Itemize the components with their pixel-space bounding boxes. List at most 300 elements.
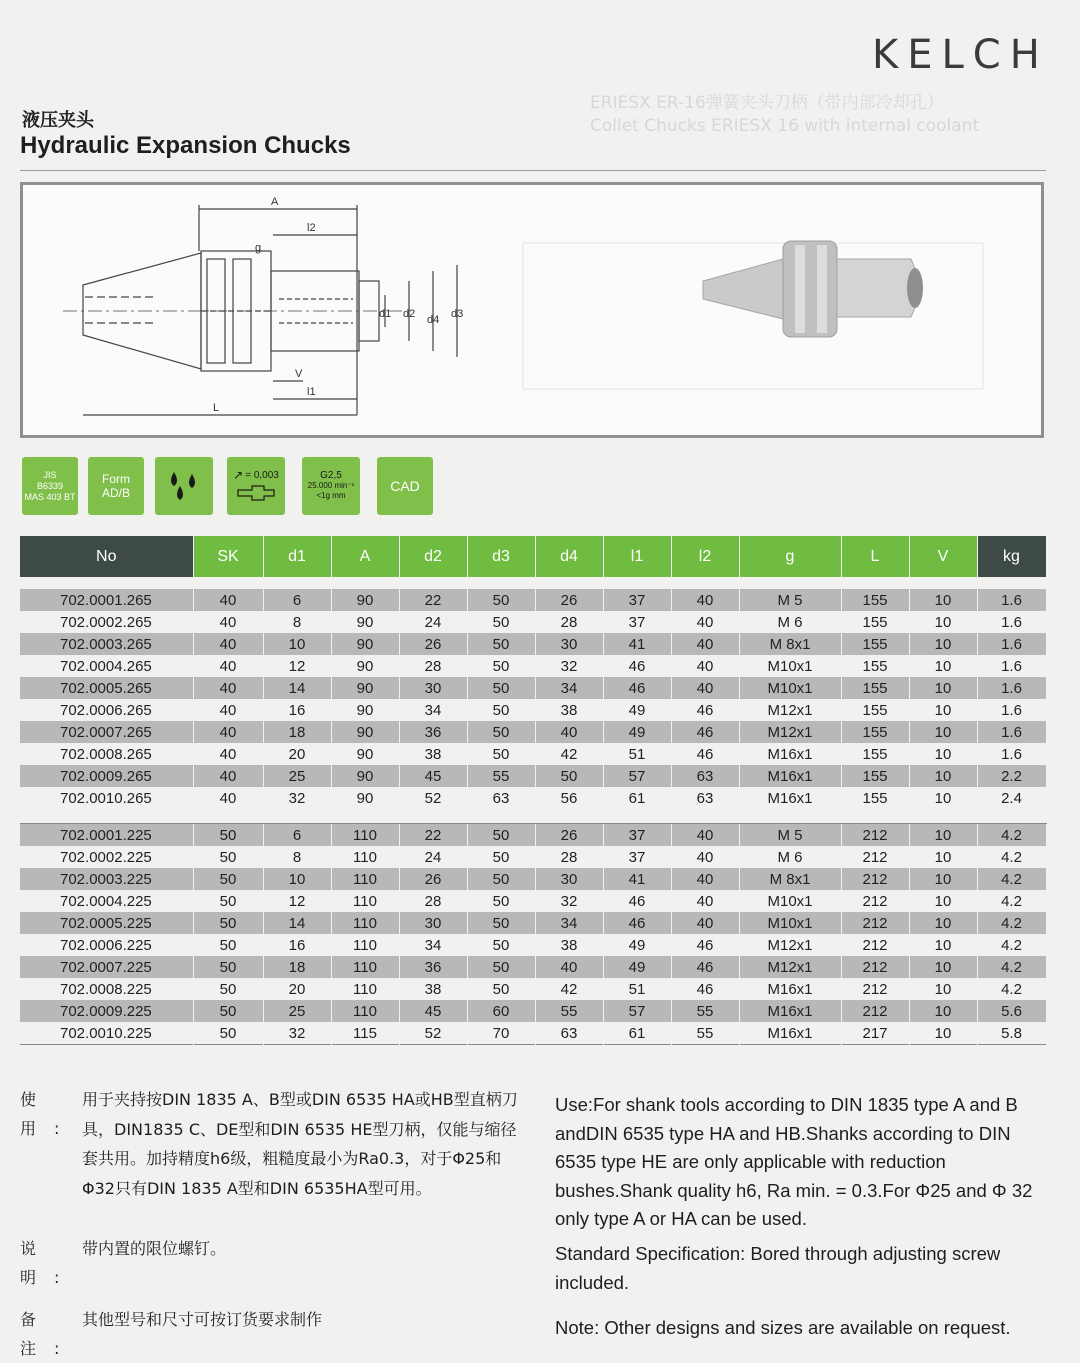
icon-text: CAD [390,478,420,494]
table-cell: 50 [467,912,535,934]
table-cell: 46 [671,721,739,743]
table-cell: 10 [909,824,977,847]
table-cell: 56 [535,787,603,809]
table-cell: 90 [331,589,399,611]
table-cell: 110 [331,868,399,890]
dim-label: d3 [451,308,464,320]
table-cell: 20 [263,978,331,1000]
table-cell: 90 [331,655,399,677]
table-cell: 1.6 [977,743,1046,765]
table-cell: 4.2 [977,956,1046,978]
table-cell: 49 [603,721,671,743]
article-number-cell: 702.0008.265 [20,743,193,765]
table-cell: 70 [467,1022,535,1045]
table-row [20,934,1046,956]
table-cell: 212 [841,890,909,912]
page-title-cn: 液压夹头 [22,110,94,131]
table-cell: 32 [263,1022,331,1045]
table-cell: 32 [535,890,603,912]
table-cell: 90 [331,743,399,765]
table-cell: 10 [909,956,977,978]
table-cell: 50 [467,589,535,611]
table-row [20,633,1046,655]
table-cell: M 5 [739,589,841,611]
table-cell: 22 [399,589,467,611]
icon-text: 25.000 min⁻¹ [307,481,355,490]
table-cell: 10 [909,611,977,633]
row-spacer [20,809,1046,824]
table-cell: 155 [841,743,909,765]
table-cell: 5.6 [977,1000,1046,1022]
table-row [20,1022,1046,1045]
kelch-logo: KELCH [872,32,1049,78]
article-number-cell: 702.0008.225 [20,978,193,1000]
table-cell: 50 [467,956,535,978]
table-cell: 34 [399,699,467,721]
table-cell: 110 [331,824,399,847]
table-cell: 10 [909,890,977,912]
table-cell: 46 [603,677,671,699]
table-cell: 10 [909,721,977,743]
table-cell: 28 [399,890,467,912]
table-cell: 1.6 [977,699,1046,721]
table-cell: 90 [331,787,399,809]
table-cell: M16x1 [739,765,841,787]
table-cell: M 6 [739,611,841,633]
table-row [20,846,1046,868]
table-cell: 42 [535,978,603,1000]
note-label: 备 注: [20,1310,89,1358]
table-cell: 155 [841,699,909,721]
table-cell: 110 [331,1000,399,1022]
table-cell: M 5 [739,824,841,847]
table-cell: M 8x1 [739,868,841,890]
table-cell: 217 [841,1022,909,1045]
table-cell: 50 [467,868,535,890]
table-cell: 50 [193,868,263,890]
column-header: d3 [467,536,535,577]
table-cell: 50 [467,677,535,699]
spec-table [20,536,1047,1045]
icon-text: B6339 [36,480,64,491]
table-cell: 20 [263,743,331,765]
dim-label: d2 [403,308,416,320]
table-cell: 40 [193,699,263,721]
table-cell: 30 [535,868,603,890]
table-cell: 49 [603,934,671,956]
table-cell: 10 [263,633,331,655]
column-header: l2 [671,536,739,577]
note-remark-cn: 其他型号和尺寸可按订货要求制作 [82,1310,323,1329]
table-row [20,787,1046,809]
balance-icon [302,457,360,515]
table-cell: 1.6 [977,655,1046,677]
table-cell: 24 [399,846,467,868]
table-cell: 212 [841,978,909,1000]
table-cell: 12 [263,655,331,677]
table-cell: 50 [467,824,535,847]
table-cell: 50 [193,934,263,956]
table-row [20,912,1046,934]
table-cell: 1.6 [977,633,1046,655]
table-row [20,868,1046,890]
table-cell: 55 [671,1022,739,1045]
table-cell: 50 [467,655,535,677]
table-cell: 38 [535,699,603,721]
table-cell: 50 [193,978,263,1000]
article-number-cell: 702.0002.225 [20,846,193,868]
table-cell: 37 [603,846,671,868]
spacer-cell [20,809,1046,824]
row-spacer [20,1045,1046,1046]
table-cell: 52 [399,1022,467,1045]
table-cell: M10x1 [739,890,841,912]
column-header: g [739,536,841,577]
table-cell: 10 [909,743,977,765]
note-label: 使 用: [20,1090,89,1138]
table-cell: 36 [399,721,467,743]
table-cell: 40 [193,721,263,743]
table-cell: 37 [603,824,671,847]
table-body [20,577,1046,1045]
table-cell: 18 [263,721,331,743]
column-header: d4 [535,536,603,577]
ghost-text-line: Collet Chucks ERIESX 16 with internal coolant [590,116,980,136]
page-title-en: Hydraulic Expansion Chucks [20,132,351,159]
table-cell: 55 [535,1000,603,1022]
table-cell: M 8x1 [739,633,841,655]
table-cell: 46 [603,655,671,677]
article-number-cell: 702.0004.265 [20,655,193,677]
icon-text: MAS 403 BT [24,491,76,502]
table-cell: 212 [841,934,909,956]
table-cell: 50 [193,890,263,912]
table-row [20,699,1046,721]
table-cell: 24 [399,611,467,633]
shank-symbol-icon [234,482,278,504]
table-cell: 63 [671,787,739,809]
table-cell: 41 [603,633,671,655]
table-cell: 30 [399,677,467,699]
table-cell: 16 [263,699,331,721]
table-cell: 51 [603,743,671,765]
table-cell: 42 [535,743,603,765]
note-label-spec [20,1234,89,1292]
table-cell: 4.2 [977,868,1046,890]
table-row [20,890,1046,912]
icon-text: AD/B [101,486,130,500]
table-cell: M12x1 [739,721,841,743]
table-cell: M10x1 [739,677,841,699]
table-cell: 40 [671,633,739,655]
table-cell: 63 [467,787,535,809]
article-number-cell: 702.0003.225 [20,868,193,890]
table-cell: 26 [399,633,467,655]
icon-text: = 0,003 [245,469,279,481]
table-cell: M16x1 [739,1022,841,1045]
table-row [20,978,1046,1000]
table-cell: 110 [331,912,399,934]
table-cell: 10 [909,846,977,868]
table-cell: 10 [909,765,977,787]
table-cell: 10 [909,655,977,677]
table-cell: 28 [399,655,467,677]
table-cell: 63 [671,765,739,787]
table-cell: 50 [467,934,535,956]
article-number-cell: 702.0007.265 [20,721,193,743]
article-number-cell: 702.0001.225 [20,824,193,847]
table-cell: 1.6 [977,677,1046,699]
table-cell: 50 [467,633,535,655]
table-cell: 40 [193,677,263,699]
table-cell: M12x1 [739,699,841,721]
table-cell: 110 [331,890,399,912]
table-cell: 50 [467,611,535,633]
table-cell: 40 [535,956,603,978]
table-cell: M10x1 [739,655,841,677]
article-number-cell: 702.0004.225 [20,890,193,912]
article-number-cell: 702.0007.225 [20,956,193,978]
table-cell: 26 [399,868,467,890]
article-number-cell: 702.0010.265 [20,787,193,809]
table-cell: 22 [399,824,467,847]
table-cell: 63 [535,1022,603,1045]
jis-standard-icon [22,457,78,515]
table-cell: 40 [671,868,739,890]
table-cell: 10 [909,699,977,721]
table-cell: 50 [193,912,263,934]
ghost-text-line: ERIESX ER-16弹簧夹头刀柄（带内部冷却孔） [590,93,944,113]
table-cell: 155 [841,655,909,677]
table-cell: 55 [671,1000,739,1022]
table-cell: 110 [331,934,399,956]
table-cell: 110 [331,846,399,868]
table-cell: 155 [841,765,909,787]
table-cell: 61 [603,787,671,809]
table-cell: M16x1 [739,787,841,809]
table-cell: 10 [909,1022,977,1045]
table-cell: 1.6 [977,721,1046,743]
table-cell: M12x1 [739,934,841,956]
spacer-cell [20,1045,1046,1046]
table-cell: 12 [263,890,331,912]
table-cell: 50 [535,765,603,787]
table-cell: 4.2 [977,846,1046,868]
table-cell: 90 [331,611,399,633]
table-cell: 2.2 [977,765,1046,787]
column-header: V [909,536,977,577]
table-cell: 57 [603,1000,671,1022]
chuck-product-image [523,241,983,389]
table-cell: 46 [671,956,739,978]
table-row [20,611,1046,633]
table-cell: 38 [535,934,603,956]
table-cell: 40 [193,633,263,655]
table-cell: 90 [331,699,399,721]
table-cell: 50 [467,721,535,743]
table-cell: 55 [467,765,535,787]
article-number-cell: 702.0010.225 [20,1022,193,1045]
table-cell: M16x1 [739,743,841,765]
table-cell: 10 [263,868,331,890]
table-cell: 40 [671,589,739,611]
table-cell: 46 [603,890,671,912]
table-cell: 40 [193,611,263,633]
table-cell: 36 [399,956,467,978]
table-cell: 40 [671,611,739,633]
table-cell: 30 [535,633,603,655]
dim-label: g [255,242,262,254]
column-header: No [20,536,193,577]
article-number-cell: 702.0006.225 [20,934,193,956]
note-use-cn: 用于夹持按DIN 1835 A、B型或DIN 6535 HA或HB型直柄刀具，DIN1835 C、DE型和DIN 6535 HE型刀柄，仅能与缩径套共用。加持精度h6级，粗糙度最小为Ra0.3，对于Φ25和Φ32只有DIN 1835 A型和DIN 6535HA型可用。 [82,1090,518,1198]
table-cell: 38 [399,978,467,1000]
table-cell: 28 [535,611,603,633]
table-cell: 155 [841,589,909,611]
table-cell: 14 [263,677,331,699]
table-cell: 32 [535,655,603,677]
table-cell: 40 [193,787,263,809]
table-cell: 8 [263,846,331,868]
table-cell: 212 [841,846,909,868]
table-cell: 50 [193,956,263,978]
table-cell: 10 [909,677,977,699]
table-cell: M16x1 [739,978,841,1000]
article-number-cell: 702.0009.265 [20,765,193,787]
table-cell: 60 [467,1000,535,1022]
table-cell: 61 [603,1022,671,1045]
table-cell: 8 [263,611,331,633]
table-cell: 16 [263,934,331,956]
table-row [20,743,1046,765]
table-cell: 40 [671,846,739,868]
table-cell: 212 [841,956,909,978]
dim-label: L [213,402,220,414]
table-cell: 1.6 [977,589,1046,611]
table-cell: 50 [193,824,263,847]
form-icon [88,457,144,515]
table-cell: 10 [909,868,977,890]
column-header: d2 [399,536,467,577]
table-cell: M10x1 [739,912,841,934]
icon-text: JIS [43,469,57,480]
table-cell: 212 [841,868,909,890]
table-row [20,956,1046,978]
table-cell: 4.2 [977,890,1046,912]
table-cell: 50 [467,890,535,912]
table-cell: 6 [263,589,331,611]
table-cell: 90 [331,633,399,655]
table-cell: 40 [671,912,739,934]
table-cell: 50 [467,978,535,1000]
table-cell: 38 [399,743,467,765]
table-cell: 37 [603,589,671,611]
table-cell: M16x1 [739,1000,841,1022]
table-cell: 40 [671,824,739,847]
table-cell: 110 [331,956,399,978]
table-cell: 37 [603,611,671,633]
table-cell: 155 [841,787,909,809]
table-cell: 4.2 [977,912,1046,934]
table-row [20,1000,1046,1022]
title-divider [20,170,1046,171]
icon-text: <1g mm [316,491,346,500]
table-cell: 32 [263,787,331,809]
table-cell: 52 [399,787,467,809]
table-cell: 40 [193,655,263,677]
table-cell: 50 [193,846,263,868]
article-number-cell: 702.0002.265 [20,611,193,633]
table-cell: 6 [263,824,331,847]
table-row [20,824,1046,847]
column-header: l1 [603,536,671,577]
table-cell: 155 [841,611,909,633]
table-row [20,655,1046,677]
table-cell: 110 [331,978,399,1000]
dim-label: l2 [307,222,316,234]
table-cell: 50 [193,1022,263,1045]
dimension-drawing [23,185,1041,435]
table-cell: 10 [909,912,977,934]
table-cell: 28 [535,846,603,868]
table-cell: 10 [909,787,977,809]
table-row [20,721,1046,743]
article-number-cell: 702.0009.225 [20,1000,193,1022]
table-cell: 25 [263,1000,331,1022]
cad-icon[interactable] [377,457,433,515]
dim-label: A [271,196,279,208]
dim-label: V [295,368,303,380]
table-cell: 49 [603,699,671,721]
dim-label: d4 [427,314,440,326]
drops-icon [164,468,204,504]
icon-text: G2,5 [320,470,342,481]
table-cell: 41 [603,868,671,890]
table-cell: 40 [671,677,739,699]
table-cell: 45 [399,1000,467,1022]
table-cell: 40 [193,765,263,787]
table-cell: 4.2 [977,824,1046,847]
table-cell: 4.2 [977,978,1046,1000]
table-cell: 10 [909,934,977,956]
table-cell: 46 [603,912,671,934]
table-cell: 25 [263,765,331,787]
table-cell: 57 [603,765,671,787]
table-cell: 18 [263,956,331,978]
column-header: d1 [263,536,331,577]
table-cell: 40 [535,721,603,743]
table-header-row [20,536,1046,577]
table-cell: 46 [671,743,739,765]
table-cell: 155 [841,721,909,743]
icon-text: Form [101,472,130,486]
table-cell: M 6 [739,846,841,868]
arrow-icon: ↗ [233,468,244,482]
table-cell: 10 [909,1000,977,1022]
article-number-cell: 702.0003.265 [20,633,193,655]
table-cell: 40 [671,890,739,912]
article-number-cell: 702.0006.265 [20,699,193,721]
table-cell: 90 [331,765,399,787]
column-header: kg [977,536,1046,577]
table-cell: 1.6 [977,611,1046,633]
table-cell: 212 [841,1000,909,1022]
table-cell: 34 [535,912,603,934]
table-cell: 40 [193,589,263,611]
table-row [20,589,1046,611]
table-cell: 90 [331,677,399,699]
table-row [20,677,1046,699]
